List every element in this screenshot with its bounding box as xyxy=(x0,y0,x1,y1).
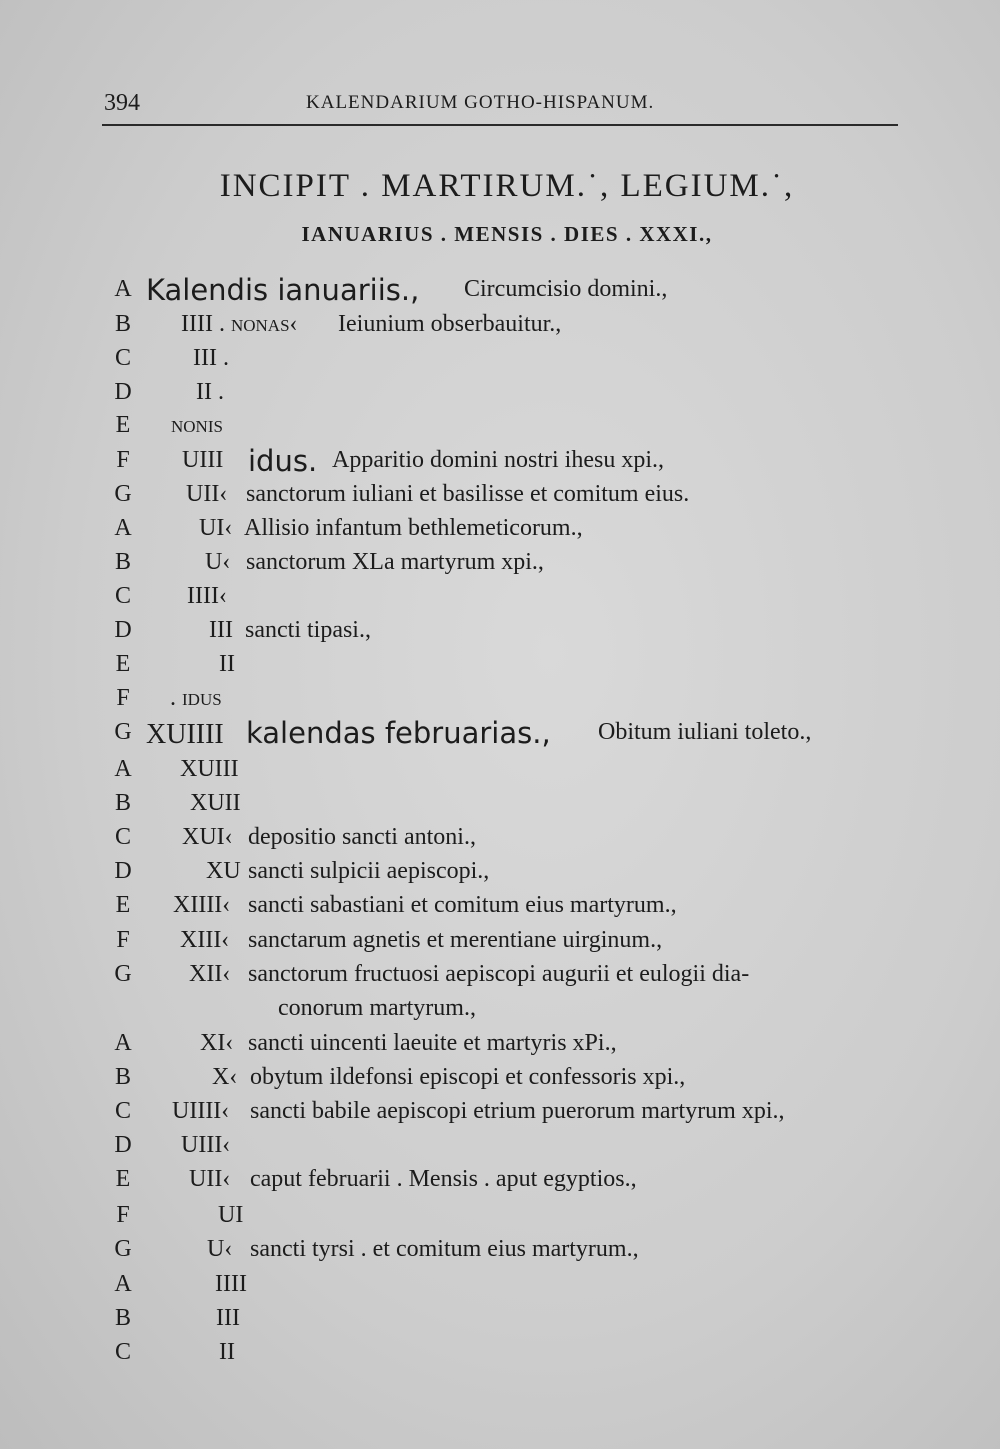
dominical-letter: B xyxy=(114,1064,131,1090)
feast-text: sanctorum iuliani et basilisse et comitum eius. xyxy=(246,481,690,507)
roman-day: XIIII‹ xyxy=(173,892,231,918)
roman-day: II . xyxy=(196,379,224,405)
roman-day: UI‹ xyxy=(199,515,233,541)
feast-text: obytum ildefonsi episcopi et confessoris xpi., xyxy=(250,1064,686,1090)
heading-line-2: IANUARIUS . MENSIS . DIES . XXXI., xyxy=(301,222,713,246)
calendar-entry xyxy=(0,1064,1000,1098)
calendar-entry xyxy=(0,1098,1000,1132)
calendar-entry xyxy=(0,1030,1000,1064)
dominical-letter: B xyxy=(114,790,131,816)
calendar-entry xyxy=(0,617,1000,651)
dominical-letter: G xyxy=(114,961,132,987)
calendar-entry xyxy=(0,481,1000,515)
roman-day: III xyxy=(216,1305,240,1331)
roman-day: UI xyxy=(218,1202,244,1228)
feast-text: sanctarum agnetis et merentiane uirginum., xyxy=(248,927,663,953)
calendar-entry xyxy=(0,311,1000,345)
roman-day: II xyxy=(219,651,235,677)
feast-text: sanctorum XLa martyrum xpi., xyxy=(246,549,544,575)
date-heading: Kalendis ianuariis., xyxy=(146,273,420,307)
heading-line-1: INCIPIT . MARTIRUM.˙, LEGIUM.˙, xyxy=(219,168,795,204)
header-rule xyxy=(102,124,898,126)
roman-day: U‹ xyxy=(207,1236,233,1262)
roman-day: IIII . nonas‹ xyxy=(181,311,298,337)
running-title: KALENDARIUM GOTHO-HISPANUM. xyxy=(306,92,655,113)
calendar-entry xyxy=(0,379,1000,413)
dominical-letter: D xyxy=(114,617,132,643)
page-number: 394 xyxy=(104,90,140,116)
roman-day: XUI‹ xyxy=(182,824,233,850)
roman-day: XUIII xyxy=(180,756,239,782)
roman-day: UIIII‹ xyxy=(172,1098,230,1124)
dominical-letter: A xyxy=(114,1030,132,1056)
feast-text: Allisio infantum bethlemeticorum., xyxy=(244,515,583,541)
roman-day: UII‹ xyxy=(189,1166,231,1192)
feast-text: depositio sancti antoni., xyxy=(248,824,476,850)
dominical-letter: A xyxy=(114,515,132,541)
calendar-entry xyxy=(0,1339,1000,1373)
feast-text-continuation: conorum martyrum., xyxy=(278,995,476,1021)
roman-day: UIII‹ xyxy=(181,1132,231,1158)
dominical-letter: E xyxy=(115,892,131,918)
dominical-letter: D xyxy=(114,858,132,884)
roman-day: XII‹ xyxy=(189,961,231,987)
dominical-letter: G xyxy=(114,1236,132,1262)
dominical-letter: C xyxy=(114,1339,131,1365)
roman-day: X‹ xyxy=(212,1064,238,1090)
calendar-entry xyxy=(0,927,1000,961)
roman-day: IIII‹ xyxy=(187,583,227,609)
calendar-entry xyxy=(0,549,1000,583)
calendar-entry xyxy=(0,583,1000,617)
dominical-letter: F xyxy=(116,1202,130,1228)
roman-day: XIII‹ xyxy=(180,927,230,953)
calendar-entry xyxy=(0,858,1000,892)
dominical-letter: E xyxy=(115,651,131,677)
dominical-letter: F xyxy=(116,927,130,953)
feast-text: Obitum iuliani toleto., xyxy=(598,719,812,745)
dominical-letter: C xyxy=(114,583,131,609)
roman-day: XUIIII xyxy=(146,719,224,750)
roman-day: III . xyxy=(193,345,229,371)
dominical-letter: B xyxy=(114,549,131,575)
calendar-entry xyxy=(0,1271,1000,1305)
roman-day: XUII xyxy=(190,790,241,816)
calendar-entry xyxy=(0,1132,1000,1166)
roman-day: II xyxy=(219,1339,235,1365)
roman-day: III xyxy=(209,617,233,643)
dominical-letter: C xyxy=(114,824,131,850)
dominical-letter: E xyxy=(115,412,131,438)
feast-text: sancti tyrsi . et comitum eius martyrum., xyxy=(250,1236,639,1262)
dominical-letter: B xyxy=(114,1305,131,1331)
calendar-entry xyxy=(0,1202,1000,1236)
dominical-letter: D xyxy=(114,1132,132,1158)
dominical-letter: F xyxy=(116,685,130,711)
roman-day: IIII xyxy=(215,1271,247,1297)
calendar-entry xyxy=(0,515,1000,549)
calendar-entry xyxy=(0,412,1000,446)
feast-text: Circumcisio domini., xyxy=(464,276,668,302)
roman-day: XI‹ xyxy=(200,1030,234,1056)
date-heading: kalendas februarias., xyxy=(246,716,551,750)
calendar-entry xyxy=(0,273,1000,310)
calendar-entry xyxy=(0,444,1000,481)
feast-text: sancti uincenti laeuite et martyris xPi., xyxy=(248,1030,617,1056)
calendar-entry xyxy=(0,756,1000,790)
feast-text: sanctorum fructuosi aepiscopi augurii et eulogii dia- xyxy=(248,961,750,987)
roman-day: XU xyxy=(206,858,241,884)
feast-text: sancti babile aepiscopi etrium puerorum martyrum xpi., xyxy=(250,1098,785,1124)
dominical-letter: C xyxy=(114,345,131,371)
calendar-entry xyxy=(0,1305,1000,1339)
calendar-entry xyxy=(0,716,1000,753)
calendar-entry xyxy=(0,345,1000,379)
calendar-entry xyxy=(0,1236,1000,1270)
calendar-entry xyxy=(0,824,1000,858)
dominical-letter: A xyxy=(114,276,132,302)
calendar-entry xyxy=(0,1166,1000,1200)
dominical-letter: F xyxy=(116,447,130,473)
dominical-letter: G xyxy=(114,719,132,745)
calendar-entry xyxy=(0,685,1000,719)
calendar-entry xyxy=(0,651,1000,685)
feast-text: sancti sulpicii aepiscopi., xyxy=(248,858,490,884)
calendar-entry xyxy=(0,892,1000,926)
feast-text: caput februarii . Mensis . aput egyptios., xyxy=(250,1166,637,1192)
feast-text: Ieiunium obserbauitur., xyxy=(338,311,562,337)
roman-day: U‹ xyxy=(205,549,231,575)
roman-day: nonis xyxy=(171,412,223,438)
dominical-letter: D xyxy=(114,379,132,405)
calendar-entry xyxy=(0,961,1000,1021)
roman-day: UIII xyxy=(182,447,224,473)
dominical-letter: A xyxy=(114,1271,132,1297)
feast-text: sancti tipasi., xyxy=(245,617,371,643)
roman-day: UII‹ xyxy=(186,481,228,507)
feast-text: Apparitio domini nostri ihesu xpi., xyxy=(332,447,664,473)
dominical-letter: C xyxy=(114,1098,131,1124)
dominical-letter: B xyxy=(114,311,131,337)
dominical-letter: A xyxy=(114,756,132,782)
roman-day: . idus xyxy=(170,685,222,711)
dominical-letter: G xyxy=(114,481,132,507)
date-heading: idus. xyxy=(248,444,318,478)
calendar-entry xyxy=(0,790,1000,824)
feast-text: sancti sabastiani et comitum eius martyrum., xyxy=(248,892,677,918)
dominical-letter: E xyxy=(115,1166,131,1192)
